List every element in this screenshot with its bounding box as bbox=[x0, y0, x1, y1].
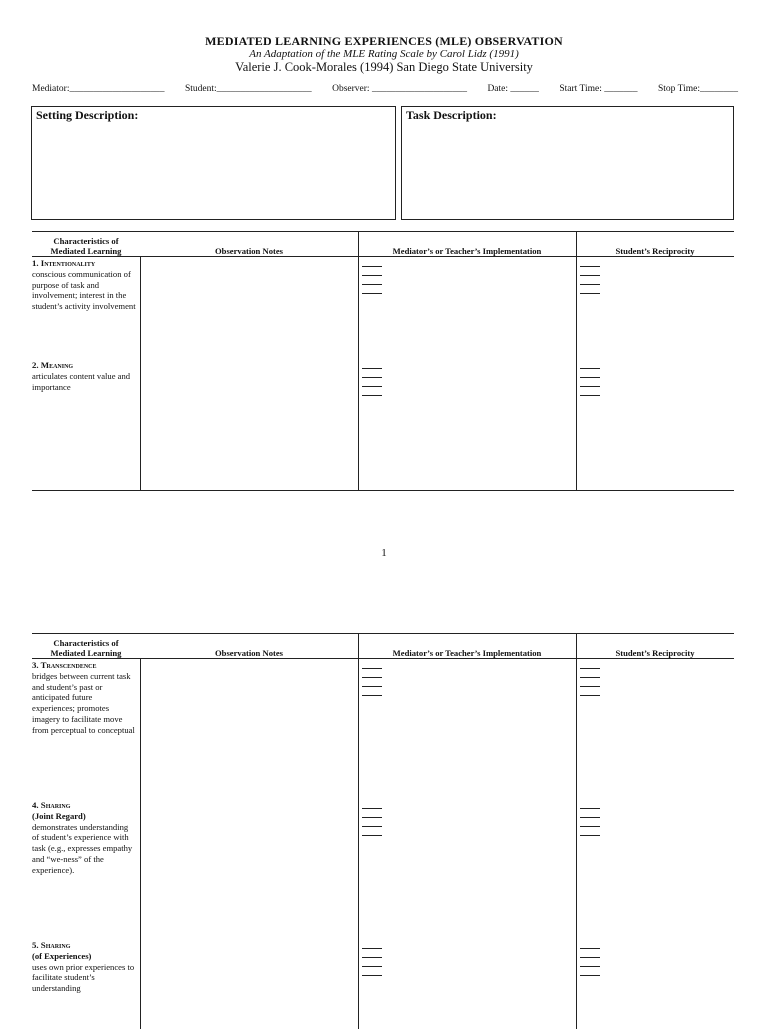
characteristic-name: 3. Transcendence bbox=[32, 660, 97, 670]
reciprocity-option-text bbox=[602, 687, 734, 696]
reciprocity-option bbox=[580, 267, 734, 276]
reciprocity-rating-blank[interactable] bbox=[580, 949, 600, 958]
mle-table-page-1 bbox=[32, 231, 734, 491]
implementation-option-text bbox=[384, 669, 574, 678]
implementation-rating-blank[interactable] bbox=[362, 378, 382, 387]
implementation-rating-blank[interactable] bbox=[362, 940, 382, 949]
implementation-option bbox=[362, 678, 574, 687]
reciprocity-rating-blank[interactable] bbox=[580, 687, 600, 696]
reciprocity-option-text bbox=[602, 660, 734, 669]
characteristic-name: 2. Meaning bbox=[32, 360, 74, 370]
reciprocity-rating-blank[interactable] bbox=[580, 827, 600, 836]
observation-notes-cell[interactable] bbox=[141, 359, 357, 490]
reciprocity-option-text bbox=[602, 360, 734, 369]
reciprocity-option-text bbox=[602, 669, 734, 678]
reciprocity-option bbox=[580, 818, 734, 827]
header-implementation: Mediator’s or Teacher’s Implementation bbox=[392, 648, 542, 658]
implementation-cell bbox=[362, 258, 574, 294]
implementation-rating-blank[interactable] bbox=[362, 360, 382, 369]
reciprocity-option-text bbox=[602, 285, 734, 294]
implementation-rating-blank[interactable] bbox=[362, 285, 382, 294]
implementation-option bbox=[362, 800, 574, 809]
header-notes: Observation Notes bbox=[214, 648, 284, 658]
table-row bbox=[32, 799, 734, 939]
reciprocity-rating-blank[interactable] bbox=[580, 258, 600, 267]
reciprocity-option bbox=[580, 967, 734, 976]
implementation-rating-blank[interactable] bbox=[362, 687, 382, 696]
implementation-option bbox=[362, 378, 574, 387]
reciprocity-option-text bbox=[602, 258, 734, 267]
reciprocity-rating-blank[interactable] bbox=[580, 669, 600, 678]
reciprocity-option bbox=[580, 678, 734, 687]
observer-field[interactable]: Observer: ____________________ bbox=[332, 84, 467, 94]
characteristic-cell bbox=[32, 660, 136, 736]
implementation-rating-blank[interactable] bbox=[362, 818, 382, 827]
implementation-option bbox=[362, 687, 574, 696]
implementation-option bbox=[362, 387, 574, 396]
implementation-rating-blank[interactable] bbox=[362, 369, 382, 378]
reciprocity-rating-blank[interactable] bbox=[580, 809, 600, 818]
reciprocity-rating-blank[interactable] bbox=[580, 276, 600, 285]
reciprocity-option bbox=[580, 660, 734, 669]
reciprocity-rating-blank[interactable] bbox=[580, 267, 600, 276]
implementation-option-text bbox=[384, 369, 574, 378]
characteristic-name: 4. Sharing bbox=[32, 800, 71, 810]
reciprocity-option-text bbox=[602, 369, 734, 378]
reciprocity-option bbox=[580, 827, 734, 836]
reciprocity-option bbox=[580, 800, 734, 809]
reciprocity-option bbox=[580, 687, 734, 696]
reciprocity-option bbox=[580, 369, 734, 378]
setting-description-label: Setting Description: bbox=[36, 108, 139, 122]
header-characteristics: Characteristics of Mediated Learning bbox=[50, 638, 122, 658]
reciprocity-rating-blank[interactable] bbox=[580, 967, 600, 976]
implementation-option bbox=[362, 809, 574, 818]
implementation-option bbox=[362, 276, 574, 285]
reciprocity-rating-blank[interactable] bbox=[580, 678, 600, 687]
mediator-field[interactable]: Mediator:____________________ bbox=[32, 84, 165, 94]
reciprocity-rating-blank[interactable] bbox=[580, 940, 600, 949]
implementation-option bbox=[362, 669, 574, 678]
header-notes: Observation Notes bbox=[214, 246, 284, 256]
reciprocity-rating-blank[interactable] bbox=[580, 387, 600, 396]
implementation-rating-blank[interactable] bbox=[362, 800, 382, 809]
form-byline: Valerie J. Cook-Morales (1994) San Diego State University bbox=[235, 60, 533, 74]
characteristic-description: uses own prior experiences to facilitate student’s understanding bbox=[32, 961, 135, 994]
reciprocity-option bbox=[580, 285, 734, 294]
characteristic-description: conscious communication of purpose of task and involvement; interest in the student’s activity involvement bbox=[32, 268, 136, 312]
reciprocity-option-text bbox=[602, 276, 734, 285]
reciprocity-option-text bbox=[602, 949, 734, 958]
implementation-option bbox=[362, 940, 574, 949]
implementation-rating-blank[interactable] bbox=[362, 678, 382, 687]
characteristic-name: 5. Sharing bbox=[32, 940, 71, 950]
reciprocity-option-text bbox=[602, 967, 734, 976]
table-row bbox=[32, 359, 734, 491]
header-reciprocity: Student’s Reciprocity bbox=[615, 246, 695, 256]
implementation-cell bbox=[362, 800, 574, 836]
reciprocity-option-text bbox=[602, 800, 734, 809]
reciprocity-cell bbox=[580, 258, 734, 294]
implementation-option-text bbox=[384, 258, 574, 267]
implementation-option-text bbox=[384, 387, 574, 396]
characteristic-cell bbox=[32, 258, 136, 312]
reciprocity-rating-blank[interactable] bbox=[580, 818, 600, 827]
implementation-cell bbox=[362, 360, 574, 396]
implementation-option-text bbox=[384, 660, 574, 669]
table-header bbox=[32, 633, 734, 659]
implementation-option bbox=[362, 967, 574, 976]
reciprocity-cell bbox=[580, 360, 734, 396]
implementation-option-text bbox=[384, 378, 574, 387]
implementation-rating-blank[interactable] bbox=[362, 958, 382, 967]
setting-description-box[interactable] bbox=[31, 106, 396, 220]
reciprocity-rating-blank[interactable] bbox=[580, 369, 600, 378]
implementation-option-text bbox=[384, 360, 574, 369]
reciprocity-option bbox=[580, 809, 734, 818]
implementation-rating-blank[interactable] bbox=[362, 949, 382, 958]
table-row bbox=[32, 659, 734, 799]
characteristic-name: 1. Intentionality bbox=[32, 258, 96, 268]
form-title: MEDIATED LEARNING EXPERIENCES (MLE) OBSERVATION bbox=[205, 34, 563, 48]
characteristic-cell bbox=[32, 800, 136, 876]
implementation-rating-blank[interactable] bbox=[362, 276, 382, 285]
reciprocity-option-text bbox=[602, 378, 734, 387]
form-subtitle: An Adaptation of the MLE Rating Scale by Carol Lidz (1991) bbox=[249, 48, 519, 60]
reciprocity-option-text bbox=[602, 267, 734, 276]
characteristic-description: articulates content value and importance bbox=[32, 370, 131, 392]
header-implementation: Mediator’s or Teacher’s Implementation bbox=[392, 246, 542, 256]
reciprocity-option-text bbox=[602, 678, 734, 687]
characteristic-subtitle: (Joint Regard) bbox=[32, 810, 86, 821]
reciprocity-option-text bbox=[602, 827, 734, 836]
implementation-rating-blank[interactable] bbox=[362, 827, 382, 836]
implementation-rating-blank[interactable] bbox=[362, 258, 382, 267]
implementation-option bbox=[362, 827, 574, 836]
reciprocity-rating-blank[interactable] bbox=[580, 958, 600, 967]
stop-time-field[interactable]: Stop Time:________ bbox=[657, 84, 738, 94]
implementation-option bbox=[362, 949, 574, 958]
reciprocity-option-text bbox=[602, 958, 734, 967]
reciprocity-cell bbox=[580, 660, 734, 696]
implementation-rating-blank[interactable] bbox=[362, 669, 382, 678]
implementation-option-text bbox=[384, 276, 574, 285]
implementation-option bbox=[362, 369, 574, 378]
implementation-option bbox=[362, 818, 574, 827]
implementation-option bbox=[362, 258, 574, 267]
implementation-option bbox=[362, 360, 574, 369]
observation-notes-cell[interactable] bbox=[141, 939, 357, 1029]
student-field[interactable]: Student:____________________ bbox=[184, 84, 312, 94]
implementation-option-text bbox=[384, 285, 574, 294]
implementation-cell bbox=[362, 940, 574, 976]
reciprocity-cell bbox=[580, 800, 734, 836]
reciprocity-option bbox=[580, 949, 734, 958]
characteristic-subtitle: (of Experiences) bbox=[32, 950, 92, 961]
reciprocity-rating-blank[interactable] bbox=[580, 800, 600, 809]
reciprocity-option-text bbox=[602, 940, 734, 949]
reciprocity-cell bbox=[580, 940, 734, 976]
implementation-cell bbox=[362, 660, 574, 696]
implementation-option-text bbox=[384, 827, 574, 836]
characteristic-description: demonstrates understanding of student’s experience with task (e.g., expresses empathy and “we-ness” of the experience). bbox=[32, 821, 133, 875]
observation-notes-cell[interactable] bbox=[141, 257, 357, 359]
implementation-option-text bbox=[384, 678, 574, 687]
implementation-option bbox=[362, 660, 574, 669]
date-field[interactable]: Date: ______ bbox=[487, 84, 539, 94]
table-header bbox=[32, 231, 734, 257]
reciprocity-option bbox=[580, 378, 734, 387]
reciprocity-option bbox=[580, 958, 734, 967]
implementation-rating-blank[interactable] bbox=[362, 967, 382, 976]
reciprocity-rating-blank[interactable] bbox=[580, 660, 600, 669]
implementation-rating-blank[interactable] bbox=[362, 660, 382, 669]
reciprocity-option bbox=[580, 940, 734, 949]
reciprocity-rating-blank[interactable] bbox=[580, 285, 600, 294]
implementation-rating-blank[interactable] bbox=[362, 387, 382, 396]
table-row bbox=[32, 939, 734, 1029]
reciprocity-option bbox=[580, 387, 734, 396]
implementation-option bbox=[362, 267, 574, 276]
reciprocity-option-text bbox=[602, 387, 734, 396]
header-characteristics: Characteristics of Mediated Learning bbox=[50, 236, 122, 256]
observation-notes-cell[interactable] bbox=[141, 659, 357, 799]
implementation-option-text bbox=[384, 267, 574, 276]
implementation-option-text bbox=[384, 967, 574, 976]
implementation-option-text bbox=[384, 800, 574, 809]
header-reciprocity: Student’s Reciprocity bbox=[615, 648, 695, 658]
task-description-label: Task Description: bbox=[406, 108, 497, 122]
implementation-option-text bbox=[384, 949, 574, 958]
implementation-option-text bbox=[384, 958, 574, 967]
implementation-option-text bbox=[384, 809, 574, 818]
reciprocity-option bbox=[580, 258, 734, 267]
start-time-field[interactable]: Start Time: _______ bbox=[559, 84, 638, 94]
characteristic-description: bridges between current task and student’s past or anticipated future experiences; promotes imagery to facilitate move from perceptual to conceptual bbox=[32, 670, 135, 735]
reciprocity-option bbox=[580, 360, 734, 369]
implementation-option bbox=[362, 285, 574, 294]
table-row bbox=[32, 257, 734, 359]
observation-notes-cell[interactable] bbox=[141, 799, 357, 939]
reciprocity-rating-blank[interactable] bbox=[580, 378, 600, 387]
characteristic-cell bbox=[32, 360, 136, 392]
reciprocity-option bbox=[580, 669, 734, 678]
task-description-box[interactable] bbox=[401, 106, 734, 220]
reciprocity-rating-blank[interactable] bbox=[580, 360, 600, 369]
implementation-option-text bbox=[384, 818, 574, 827]
characteristic-cell bbox=[32, 940, 136, 994]
implementation-option-text bbox=[384, 687, 574, 696]
implementation-rating-blank[interactable] bbox=[362, 267, 382, 276]
reciprocity-option-text bbox=[602, 809, 734, 818]
reciprocity-option-text bbox=[602, 818, 734, 827]
reciprocity-option bbox=[580, 276, 734, 285]
implementation-option bbox=[362, 958, 574, 967]
page-number: 1 bbox=[381, 547, 387, 559]
implementation-option-text bbox=[384, 940, 574, 949]
header-fields bbox=[32, 84, 738, 94]
implementation-rating-blank[interactable] bbox=[362, 809, 382, 818]
mle-table-page-2 bbox=[32, 633, 734, 1029]
